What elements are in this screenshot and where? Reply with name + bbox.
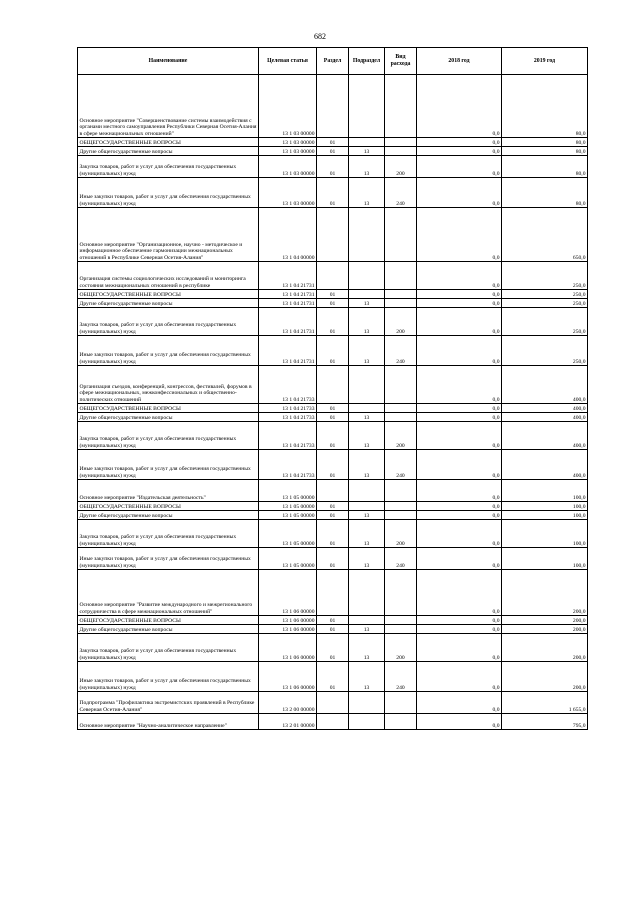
row-expense-type-cell: 200 <box>385 308 417 336</box>
table-row <box>78 511 588 520</box>
row-2018-cell: 0,0 <box>417 548 502 570</box>
row-2018-cell: 0,0 <box>417 178 502 208</box>
row-expense-type-cell <box>385 502 417 511</box>
row-name-cell: ОБЩЕГОСУДАРСТВЕННЫЕ ВОПРОСЫ <box>78 138 259 147</box>
table-row <box>78 570 588 616</box>
row-name-cell: Организация съездов, конференций, конгрессов, фестивалей, форумов в сфере межнациональных, межконфессиональных и общественно-политических отношений <box>78 366 259 404</box>
table-row <box>78 548 588 570</box>
row-target-cell: 13 2 01 00000 <box>259 714 317 730</box>
table-row <box>78 336 588 366</box>
table-row <box>78 147 588 156</box>
row-subsection-cell: 13 <box>349 178 385 208</box>
row-target-cell: 13 1 06 00000 <box>259 634 317 662</box>
row-section-cell <box>317 692 349 714</box>
row-target-cell: 13 1 03 00000 <box>259 138 317 147</box>
row-expense-type-cell: 240 <box>385 662 417 692</box>
row-subsection-cell <box>349 208 385 262</box>
row-name-cell: Иные закупки товаров, работ и услуг для обеспечения государственных (муниципальных) нужд <box>78 178 259 208</box>
table-row <box>78 75 588 138</box>
row-2019-cell: 80,0 <box>502 138 588 147</box>
row-subsection-cell <box>349 480 385 502</box>
row-2018-cell: 0,0 <box>417 502 502 511</box>
row-name-cell: Закупка товаров, работ и услуг для обеспечения государственных (муниципальных) нужд <box>78 422 259 450</box>
row-2018-cell: 0,0 <box>417 308 502 336</box>
row-name-cell: Закупка товаров, работ и услуг для обеспечения государственных (муниципальных) нужд <box>78 520 259 548</box>
table-row <box>78 422 588 450</box>
table-row <box>78 480 588 502</box>
table-row <box>78 502 588 511</box>
row-section-cell: 01 <box>317 634 349 662</box>
row-name-cell: Подпрограмма "Профилактика экстремистских проявлений в Республике Северная Осетия-Алания" <box>78 692 259 714</box>
table-row <box>78 404 588 413</box>
row-section-cell: 01 <box>317 502 349 511</box>
row-name-cell: Иные закупки товаров, работ и услуг для обеспечения государственных (муниципальных) нужд <box>78 662 259 692</box>
row-name-cell: ОБЩЕГОСУДАРСТВЕННЫЕ ВОПРОСЫ <box>78 502 259 511</box>
row-name-cell: ОБЩЕГОСУДАРСТВЕННЫЕ ВОПРОСЫ <box>78 404 259 413</box>
row-name-cell: Основное мероприятие "Издательская деятельность" <box>78 480 259 502</box>
table-row <box>78 714 588 730</box>
row-name-cell: Основное мероприятие "Совершенствование системы взаимодействия с органами местного самоуправления Республики Северная Осетия-Алания в сфере межнациональных отношений" <box>78 75 259 138</box>
row-name-cell: Основное мероприятие "Научно-аналитическое направление" <box>78 714 259 730</box>
row-target-cell: 13 1 04 21731 <box>259 290 317 299</box>
row-name-cell: Организация системы социологических исследований и мониторинга состояния межнациональных отношений в республике <box>78 262 259 290</box>
row-2019-cell: 200,0 <box>502 634 588 662</box>
row-target-cell: 13 1 06 00000 <box>259 625 317 634</box>
row-section-cell <box>317 714 349 730</box>
row-2018-cell: 0,0 <box>417 625 502 634</box>
header-subsection: Подраздел <box>349 48 385 75</box>
row-target-cell: 13 1 05 00000 <box>259 511 317 520</box>
table-row <box>78 308 588 336</box>
row-subsection-cell <box>349 714 385 730</box>
row-expense-type-cell <box>385 147 417 156</box>
row-section-cell <box>317 75 349 138</box>
row-subsection-cell <box>349 692 385 714</box>
row-section-cell <box>317 480 349 502</box>
row-expense-type-cell <box>385 290 417 299</box>
row-2019-cell: 200,0 <box>502 616 588 625</box>
row-subsection-cell: 13 <box>349 548 385 570</box>
table-row <box>78 138 588 147</box>
row-subsection-cell: 13 <box>349 625 385 634</box>
row-2019-cell: 80,0 <box>502 147 588 156</box>
row-subsection-cell <box>349 404 385 413</box>
row-2019-cell: 1 655,0 <box>502 692 588 714</box>
row-target-cell: 13 1 04 00000 <box>259 208 317 262</box>
row-target-cell: 13 1 06 00000 <box>259 570 317 616</box>
table-row <box>78 450 588 480</box>
row-section-cell: 01 <box>317 422 349 450</box>
row-2019-cell: 200,0 <box>502 570 588 616</box>
row-2018-cell: 0,0 <box>417 450 502 480</box>
row-expense-type-cell <box>385 208 417 262</box>
row-expense-type-cell <box>385 262 417 290</box>
row-subsection-cell: 13 <box>349 520 385 548</box>
row-target-cell: 13 1 04 21731 <box>259 262 317 290</box>
row-name-cell: Другие общегосударственные вопросы <box>78 147 259 156</box>
row-2018-cell: 0,0 <box>417 570 502 616</box>
row-2019-cell: 80,0 <box>502 178 588 208</box>
budget-table <box>77 47 588 730</box>
row-2018-cell: 0,0 <box>417 480 502 502</box>
header-2019: 2019 год <box>502 48 588 75</box>
page-number: 682 <box>314 32 326 41</box>
row-subsection-cell: 13 <box>349 662 385 692</box>
row-section-cell <box>317 208 349 262</box>
row-subsection-cell: 13 <box>349 156 385 178</box>
row-target-cell: 13 1 04 21733 <box>259 366 317 404</box>
row-subsection-cell: 13 <box>349 634 385 662</box>
row-expense-type-cell <box>385 404 417 413</box>
row-subsection-cell <box>349 366 385 404</box>
row-2018-cell: 0,0 <box>417 262 502 290</box>
row-subsection-cell <box>349 616 385 625</box>
row-section-cell: 01 <box>317 336 349 366</box>
row-2019-cell: 250,0 <box>502 290 588 299</box>
row-target-cell: 13 1 05 00000 <box>259 520 317 548</box>
row-2019-cell: 200,0 <box>502 662 588 692</box>
row-name-cell: Другие общегосударственные вопросы <box>78 299 259 308</box>
row-2019-cell: 400,0 <box>502 422 588 450</box>
row-target-cell: 13 2 00 00000 <box>259 692 317 714</box>
row-name-cell: Иные закупки товаров, работ и услуг для обеспечения государственных (муниципальных) нужд <box>78 336 259 366</box>
row-section-cell: 01 <box>317 616 349 625</box>
row-expense-type-cell: 240 <box>385 450 417 480</box>
table-row <box>78 208 588 262</box>
row-expense-type-cell: 240 <box>385 548 417 570</box>
row-2018-cell: 0,0 <box>417 404 502 413</box>
row-2019-cell: 400,0 <box>502 413 588 422</box>
table-row <box>78 262 588 290</box>
row-subsection-cell <box>349 502 385 511</box>
row-name-cell: Другие общегосударственные вопросы <box>78 413 259 422</box>
row-2018-cell: 0,0 <box>417 520 502 548</box>
row-section-cell: 01 <box>317 178 349 208</box>
row-expense-type-cell: 200 <box>385 520 417 548</box>
header-section: Раздел <box>317 48 349 75</box>
row-name-cell: Закупка товаров, работ и услуг для обеспечения государственных (муниципальных) нужд <box>78 156 259 178</box>
row-subsection-cell <box>349 570 385 616</box>
row-name-cell: Закупка товаров, работ и услуг для обеспечения государственных (муниципальных) нужд <box>78 308 259 336</box>
row-expense-type-cell <box>385 75 417 138</box>
row-2019-cell: 100,0 <box>502 511 588 520</box>
row-2018-cell: 0,0 <box>417 156 502 178</box>
row-section-cell: 01 <box>317 138 349 147</box>
row-section-cell: 01 <box>317 625 349 634</box>
row-2018-cell: 0,0 <box>417 511 502 520</box>
row-name-cell: ОБЩЕГОСУДАРСТВЕННЫЕ ВОПРОСЫ <box>78 290 259 299</box>
row-target-cell: 13 1 04 21731 <box>259 336 317 366</box>
table-body <box>78 75 588 730</box>
row-name-cell: Основное мероприятие "Развитие международного и межрегионального сотрудничества в сфере межнациональных отношений" <box>78 570 259 616</box>
row-target-cell: 13 1 05 00000 <box>259 548 317 570</box>
row-section-cell: 01 <box>317 147 349 156</box>
row-section-cell <box>317 366 349 404</box>
row-expense-type-cell: 200 <box>385 634 417 662</box>
header-name: Наименование <box>78 48 259 75</box>
row-2019-cell: 100,0 <box>502 548 588 570</box>
row-2018-cell: 0,0 <box>417 714 502 730</box>
row-subsection-cell: 13 <box>349 450 385 480</box>
table-row <box>78 299 588 308</box>
row-2018-cell: 0,0 <box>417 299 502 308</box>
row-expense-type-cell: 200 <box>385 422 417 450</box>
row-section-cell: 01 <box>317 511 349 520</box>
table-header-row <box>78 48 588 75</box>
row-2019-cell: 250,0 <box>502 336 588 366</box>
row-section-cell: 01 <box>317 290 349 299</box>
row-section-cell: 01 <box>317 520 349 548</box>
table-row <box>78 692 588 714</box>
row-expense-type-cell <box>385 480 417 502</box>
row-section-cell: 01 <box>317 662 349 692</box>
row-target-cell: 13 1 04 21733 <box>259 413 317 422</box>
row-2018-cell: 0,0 <box>417 366 502 404</box>
row-expense-type-cell: 240 <box>385 178 417 208</box>
row-2018-cell: 0,0 <box>417 422 502 450</box>
row-2019-cell: 400,0 <box>502 450 588 480</box>
row-2019-cell: 250,0 <box>502 262 588 290</box>
row-target-cell: 13 1 03 00000 <box>259 75 317 138</box>
row-section-cell: 01 <box>317 156 349 178</box>
row-target-cell: 13 1 06 00000 <box>259 616 317 625</box>
row-section-cell: 01 <box>317 450 349 480</box>
row-target-cell: 13 1 04 21731 <box>259 308 317 336</box>
row-subsection-cell <box>349 75 385 138</box>
row-2019-cell: 400,0 <box>502 404 588 413</box>
row-target-cell: 13 1 04 21733 <box>259 404 317 413</box>
row-2019-cell: 100,0 <box>502 480 588 502</box>
row-2019-cell: 400,0 <box>502 366 588 404</box>
row-2019-cell: 250,0 <box>502 308 588 336</box>
table-row <box>78 520 588 548</box>
table-row <box>78 156 588 178</box>
row-2018-cell: 0,0 <box>417 634 502 662</box>
row-target-cell: 13 1 05 00000 <box>259 502 317 511</box>
table-row <box>78 366 588 404</box>
row-expense-type-cell <box>385 570 417 616</box>
row-subsection-cell <box>349 262 385 290</box>
row-expense-type-cell <box>385 366 417 404</box>
row-section-cell: 01 <box>317 413 349 422</box>
table-row <box>78 290 588 299</box>
row-2018-cell: 0,0 <box>417 413 502 422</box>
row-expense-type-cell <box>385 714 417 730</box>
table-row <box>78 634 588 662</box>
row-name-cell: Другие общегосударственные вопросы <box>78 511 259 520</box>
row-name-cell: ОБЩЕГОСУДАРСТВЕННЫЕ ВОПРОСЫ <box>78 616 259 625</box>
header-target: Целевая статья <box>259 48 317 75</box>
row-2018-cell: 0,0 <box>417 662 502 692</box>
row-target-cell: 13 1 03 00000 <box>259 147 317 156</box>
row-section-cell: 01 <box>317 299 349 308</box>
row-subsection-cell <box>349 138 385 147</box>
table-row <box>78 413 588 422</box>
row-section-cell <box>317 570 349 616</box>
row-subsection-cell: 13 <box>349 422 385 450</box>
row-target-cell: 13 1 05 00000 <box>259 480 317 502</box>
row-subsection-cell: 13 <box>349 336 385 366</box>
row-2018-cell: 0,0 <box>417 138 502 147</box>
row-section-cell: 01 <box>317 308 349 336</box>
row-2019-cell: 650,0 <box>502 208 588 262</box>
row-2019-cell: 250,0 <box>502 299 588 308</box>
table-row <box>78 178 588 208</box>
row-expense-type-cell <box>385 616 417 625</box>
row-2019-cell: 100,0 <box>502 520 588 548</box>
row-expense-type-cell <box>385 413 417 422</box>
header-2018: 2018 год <box>417 48 502 75</box>
row-2019-cell: 80,0 <box>502 75 588 138</box>
row-section-cell <box>317 262 349 290</box>
row-expense-type-cell <box>385 511 417 520</box>
row-target-cell: 13 1 06 00000 <box>259 662 317 692</box>
row-name-cell: Иные закупки товаров, работ и услуг для обеспечения государственных (муниципальных) нужд <box>78 548 259 570</box>
row-subsection-cell: 13 <box>349 299 385 308</box>
table-row <box>78 616 588 625</box>
table-row <box>78 625 588 634</box>
row-2019-cell: 100,0 <box>502 502 588 511</box>
row-name-cell: Иные закупки товаров, работ и услуг для обеспечения государственных (муниципальных) нужд <box>78 450 259 480</box>
row-subsection-cell: 13 <box>349 308 385 336</box>
row-expense-type-cell <box>385 625 417 634</box>
row-2018-cell: 0,0 <box>417 692 502 714</box>
row-2018-cell: 0,0 <box>417 290 502 299</box>
row-expense-type-cell: 200 <box>385 156 417 178</box>
row-expense-type-cell <box>385 138 417 147</box>
row-subsection-cell <box>349 290 385 299</box>
row-2019-cell: 80,0 <box>502 156 588 178</box>
header-expense-type: Вид расхода <box>385 48 417 75</box>
row-target-cell: 13 1 03 00000 <box>259 178 317 208</box>
row-target-cell: 13 1 04 21731 <box>259 299 317 308</box>
row-2019-cell: 200,0 <box>502 625 588 634</box>
row-expense-type-cell <box>385 299 417 308</box>
table-row <box>78 662 588 692</box>
row-name-cell: Закупка товаров, работ и услуг для обеспечения государственных (муниципальных) нужд <box>78 634 259 662</box>
row-subsection-cell: 13 <box>349 147 385 156</box>
row-target-cell: 13 1 04 21733 <box>259 422 317 450</box>
row-name-cell: Основное мероприятие "Организационное, научно - методическое и информационное обеспечение гармонизации межнациональных отношений в Республике Северная Осетия-Алания" <box>78 208 259 262</box>
row-2018-cell: 0,0 <box>417 616 502 625</box>
row-expense-type-cell: 240 <box>385 336 417 366</box>
row-subsection-cell: 13 <box>349 413 385 422</box>
row-target-cell: 13 1 04 21733 <box>259 450 317 480</box>
row-name-cell: Другие общегосударственные вопросы <box>78 625 259 634</box>
row-2018-cell: 0,0 <box>417 336 502 366</box>
row-2019-cell: 795,0 <box>502 714 588 730</box>
row-2018-cell: 0,0 <box>417 208 502 262</box>
row-section-cell: 01 <box>317 404 349 413</box>
row-section-cell: 01 <box>317 548 349 570</box>
row-subsection-cell: 13 <box>349 511 385 520</box>
row-2018-cell: 0,0 <box>417 75 502 138</box>
row-target-cell: 13 1 03 00000 <box>259 156 317 178</box>
row-2018-cell: 0,0 <box>417 147 502 156</box>
row-expense-type-cell <box>385 692 417 714</box>
